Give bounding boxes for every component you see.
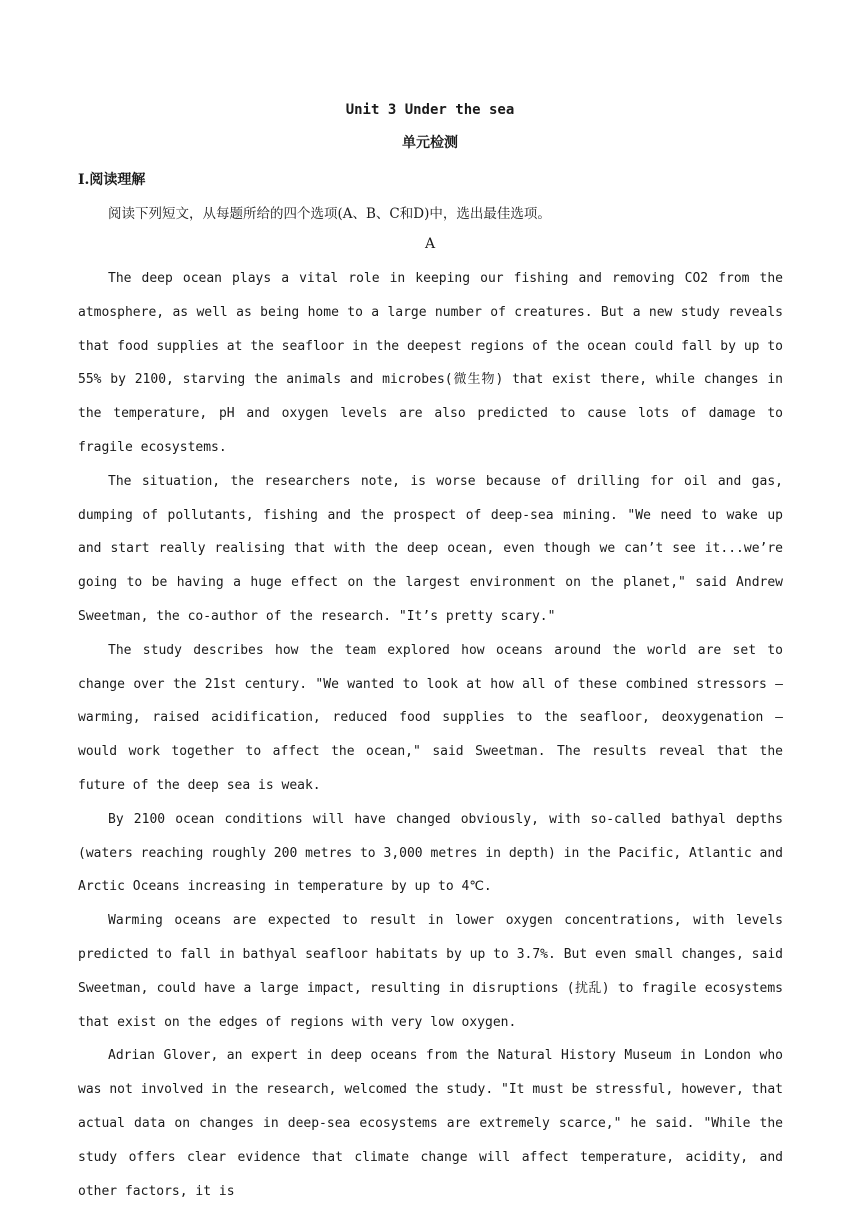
passage-body [78,262,783,1208]
paragraph: The situation, the researchers note, is worse because of drilling for oil and gas, dumping of pollutants, fishing and the prospect of deep-sea mining. "We need to wake up and start really realising that with the deep ocean, even though we can’t see it...we’re going to be having a huge effect on the largest environment on the planet," said Andrew Sweetman, the co-author of the research. "It’s pretty scary." [78,473,783,624]
unit-title: Unit 3 Under the sea [345,102,515,118]
paragraph: Adrian Glover, an expert in deep oceans from the Natural History Museum in London who was not involved in the research, welcomed the study. "It must be stressful, however, that actual data on changes in deep-sea ecosystems are extremely scarce," he said. "While the study offers clear evidence that climate change will affect temperature, acidity, and other factors, it is [78,1048,783,1199]
paragraph: By 2100 ocean conditions will have changed obviously, with so-called bathyal depths (waters reaching roughly 200 metres to 3,000 metres in depth) in the Pacific, Atlantic and Arctic Oceans increasing in temperature by up to 4℃. [78,811,783,895]
instruction-text: 阅读下列短文，从每题所给的四个选项(A、B、C和D)中，选出最佳选项。 [108,206,551,222]
section-heading: Ⅰ.阅读理解 [78,172,146,188]
unit-subtitle: 单元检测 [402,135,458,151]
paragraph: The study describes how the team explored how oceans around the world are set to change over the 21st century. "We wanted to look at how all of these combined stressors — warming, raised acidification, reduced food supplies to the seafloor, deoxygenation — would work together to affect the ocean," said Sweetman. The results reveal that the future of the deep sea is weak. [78,642,783,793]
paragraph: Warming oceans are expected to result in lower oxygen concentrations, with levels predicted to fall in bathyal seafloor habitats by up to 3.7%. But even small changes, said Sweetman, could have a large impact, resulting in disruptions (扰乱) to fragile ecosystems that exist on the edges of regions with very low oxygen. [78,913,783,1030]
paragraph: The deep ocean plays a vital role in keeping our fishing and removing CO2 from the atmosphere, as well as being home to a large number of creatures. But a new study reveals that food supplies at the seafloor in the deepest regions of the ocean could fall by up to 55% by 2100, starving the animals and microbes(微生物) that exist there, while changes in the temperature, pH and oxygen levels are also predicted to cause lots of damage to fragile ecosystems. [78,271,783,455]
passage-label: A [424,236,436,252]
